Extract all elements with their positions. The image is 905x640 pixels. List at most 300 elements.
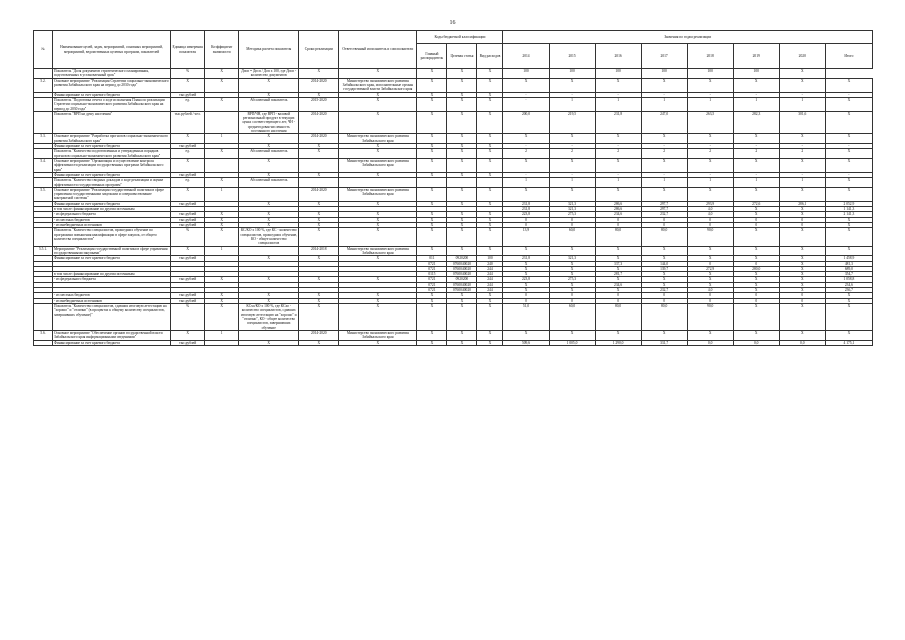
row-term: X bbox=[299, 340, 339, 345]
row-year-value: 1 bbox=[733, 97, 779, 111]
row-coef: 1 bbox=[205, 246, 239, 256]
row-budget-type: 244 bbox=[477, 266, 503, 271]
row-year-value: - bbox=[733, 144, 779, 149]
header-budget-article: Целевая статья bbox=[447, 44, 477, 69]
table-row bbox=[34, 228, 873, 246]
row-name: Финансирование за счет краевого бюджета bbox=[53, 144, 171, 149]
row-coef bbox=[205, 158, 239, 172]
row-budget-article: X bbox=[447, 223, 477, 228]
row-unit: тыс.рублей bbox=[171, 277, 205, 282]
row-year-value: 337,3 bbox=[595, 261, 641, 266]
row-method: ВРП/ЧН, где ВРП - валовой региональный продукт в текущих ценах соответствующего лет, ЧН - среднегодовая численность постоянного населения bbox=[239, 111, 299, 134]
row-responsible: Министерство экономического развития Забайкальского края bbox=[339, 134, 417, 144]
row-year-value: X bbox=[595, 246, 641, 256]
row-year-value: 272,6 bbox=[733, 201, 779, 206]
row-year-value: - bbox=[549, 172, 595, 177]
row-method: X bbox=[239, 217, 299, 222]
row-year-value: 286,6 bbox=[595, 201, 641, 206]
row-year-value: - bbox=[687, 92, 733, 97]
row-year-value: 100 bbox=[641, 69, 687, 79]
row-year-value: 1 bbox=[779, 178, 825, 188]
row-year-value: X bbox=[779, 288, 825, 293]
row-name: - из внебюджетных источников bbox=[53, 298, 171, 303]
table-row bbox=[34, 111, 873, 134]
row-total: 4 175,1 bbox=[825, 340, 872, 345]
row-year-value: X bbox=[641, 158, 687, 172]
row-budget-chapter: X bbox=[417, 212, 447, 217]
table-row bbox=[34, 78, 873, 92]
row-budget-article: X bbox=[447, 111, 477, 134]
row-year-value: X bbox=[779, 134, 825, 144]
row-year-value: X bbox=[503, 272, 549, 277]
header-year: 2018 bbox=[687, 44, 733, 69]
row-method bbox=[239, 187, 299, 201]
row-coef: X bbox=[205, 223, 239, 228]
row-budget-type: X bbox=[477, 97, 503, 111]
row-term: X bbox=[299, 92, 339, 97]
row-year-value: X bbox=[641, 282, 687, 287]
row-year-value: X bbox=[779, 272, 825, 277]
row-name: Показатель "ВРП на душу населения" bbox=[53, 111, 171, 134]
row-year-value: - bbox=[641, 172, 687, 177]
header-budget-group: Коды бюджетной классификации bbox=[417, 31, 503, 44]
row-year-value: X bbox=[687, 134, 733, 144]
row-year-value: X bbox=[595, 158, 641, 172]
row-year-value: 0 bbox=[733, 293, 779, 298]
row-total: 1 058,8 bbox=[825, 277, 872, 282]
row-budget-type: 244 bbox=[477, 282, 503, 287]
row-term: 2015-2020 bbox=[299, 97, 339, 111]
row-budget-chapter: X bbox=[417, 228, 447, 246]
row-number bbox=[34, 340, 53, 345]
row-year-value: X bbox=[549, 134, 595, 144]
row-coef: X bbox=[205, 212, 239, 217]
row-unit: тыс.рублей bbox=[171, 223, 205, 228]
row-year-value: 0 bbox=[641, 293, 687, 298]
row-budget-article: X bbox=[447, 69, 477, 79]
row-year-value: 200,0 bbox=[503, 111, 549, 134]
row-total: - bbox=[825, 144, 872, 149]
row-year-value: 0 bbox=[549, 223, 595, 228]
program-table bbox=[33, 30, 873, 346]
row-unit: % bbox=[171, 228, 205, 246]
row-year-value: X bbox=[733, 304, 779, 331]
row-coef: 1 bbox=[205, 187, 239, 201]
header-coef: Коэффициент значимости bbox=[205, 31, 239, 69]
row-year-value: X bbox=[641, 78, 687, 92]
row-year-value: 0 bbox=[503, 298, 549, 303]
header-year: 2016 bbox=[595, 44, 641, 69]
row-budget-chapter: 0721 bbox=[417, 282, 447, 287]
row-budget-article: X bbox=[447, 304, 477, 331]
row-method: Абсолютный показатель bbox=[239, 178, 299, 188]
row-coef: X bbox=[205, 293, 239, 298]
table-row bbox=[34, 69, 873, 79]
row-year-value: X bbox=[641, 272, 687, 277]
row-year-value: X bbox=[641, 256, 687, 261]
row-year-value: 1 bbox=[549, 97, 595, 111]
row-year-value: X bbox=[733, 78, 779, 92]
row-budget-chapter: X bbox=[417, 340, 447, 345]
row-budget-chapter: X bbox=[417, 172, 447, 177]
row-budget-chapter: X bbox=[417, 158, 447, 172]
row-year-value: X bbox=[503, 330, 549, 340]
row-total: 2 052,9 bbox=[825, 201, 872, 206]
header-unit: Единица измерения показателя bbox=[171, 31, 205, 69]
row-name: Мероприятие "Реализация государственной политики в сфере управления государственными закупками" bbox=[53, 246, 171, 256]
row-budget-type: X bbox=[477, 201, 503, 206]
row-year-value: - bbox=[641, 92, 687, 97]
row-responsible: X bbox=[339, 304, 417, 331]
row-budget-chapter: X bbox=[417, 201, 447, 206]
row-name: Основное мероприятие "Организация и осуществление контроля эффективности реализации государственных программ Забайкальского края" bbox=[53, 158, 171, 172]
row-method: X bbox=[239, 158, 299, 172]
row-total: X bbox=[825, 304, 872, 331]
row-year-value: 0,0 bbox=[779, 340, 825, 345]
row-budget-type: X bbox=[477, 158, 503, 172]
row-responsible: X bbox=[339, 149, 417, 159]
row-method: КСхо/КО x 100 %, где КСхо - количество специалистов, сдавших итоговую аттестацию на "хорошо" и "отлично", КО - общее количество специалистов, завершивших обучение bbox=[239, 304, 299, 331]
table-row bbox=[34, 97, 873, 111]
row-total: 1 141,3 bbox=[825, 207, 872, 212]
row-coef bbox=[205, 340, 239, 345]
row-responsible: X bbox=[339, 293, 417, 298]
row-budget-type: X bbox=[477, 69, 503, 79]
row-year-value: 0 bbox=[549, 217, 595, 222]
row-unit: тыс.рублей bbox=[171, 92, 205, 97]
row-budget-article: 0920200 bbox=[447, 256, 477, 261]
row-year-value: X bbox=[503, 134, 549, 144]
row-budget-chapter: X bbox=[417, 111, 447, 134]
row-name: Основное мероприятие "Реализация государственной политики в сфере управления государственными закупками и совершенствование контрактной системы" bbox=[53, 187, 171, 201]
row-total: - bbox=[825, 92, 872, 97]
row-year-value: 2 bbox=[503, 149, 549, 159]
row-budget-type: 240 bbox=[477, 261, 503, 266]
row-term: X bbox=[299, 172, 339, 177]
row-term: X bbox=[299, 228, 339, 246]
row-unit: X bbox=[171, 134, 205, 144]
row-year-value: X bbox=[641, 330, 687, 340]
row-method: КС/КО x 100 %, где КС - количество специалистов, прошедших обучение, КО - общее количество специалистов bbox=[240, 228, 298, 246]
row-year-value: X bbox=[503, 187, 549, 201]
row-year-value: 0 bbox=[687, 217, 733, 222]
row-budget-type: X bbox=[477, 293, 503, 298]
row-year-value: X bbox=[733, 288, 779, 293]
row-budget-type: X bbox=[477, 217, 503, 222]
row-name: Основное мероприятие "Обеспечение органов государственной власти Забайкальского края информационными сведениями" bbox=[53, 330, 171, 340]
row-total: 354,7 bbox=[825, 272, 872, 277]
row-budget-chapter: X bbox=[417, 149, 447, 159]
row-responsible: X bbox=[339, 69, 417, 79]
row-number: 5.4. bbox=[34, 158, 53, 172]
table-row bbox=[34, 246, 873, 256]
row-method: X bbox=[239, 293, 299, 298]
row-total: X bbox=[825, 330, 872, 340]
row-coef: X bbox=[205, 277, 239, 282]
row-responsible: X bbox=[339, 298, 417, 303]
row-year-value: - bbox=[733, 92, 779, 97]
row-year-value: 1 bbox=[687, 178, 733, 188]
row-budget-chapter: X bbox=[417, 134, 447, 144]
row-method: X bbox=[239, 201, 299, 206]
row-unit: тыс.рублей bbox=[171, 201, 205, 206]
header-method: Методика расчета показателя bbox=[239, 31, 299, 69]
row-year-value: 231,8 bbox=[595, 111, 641, 134]
row-budget-type: X bbox=[477, 92, 503, 97]
row-year-value: X bbox=[595, 288, 641, 293]
row-budget-type: 244 bbox=[477, 277, 503, 282]
row-budget-article: X bbox=[447, 134, 477, 144]
header-year: 2020 bbox=[779, 44, 825, 69]
row-name: Показатель "Доля документов стратегического планирования, подготовленных в установленный срок" bbox=[53, 69, 171, 79]
row-coef: 1 bbox=[205, 330, 239, 340]
row-budget-type: X bbox=[477, 340, 503, 345]
row-budget-type: X bbox=[477, 223, 503, 228]
row-term: X bbox=[299, 277, 339, 282]
row-year-value: - bbox=[733, 172, 779, 177]
row-year-value: 0 bbox=[595, 217, 641, 222]
header-year: 2014 bbox=[503, 44, 549, 69]
row-budget-article: 0920200 bbox=[447, 277, 477, 282]
row-budget-article: X bbox=[447, 92, 477, 97]
row-year-value: X bbox=[549, 282, 595, 287]
row-year-value: X bbox=[733, 282, 779, 287]
row-year-value: - bbox=[779, 92, 825, 97]
row-method: Абсолютный показатель bbox=[239, 149, 299, 159]
row-budget-type: X bbox=[477, 228, 503, 246]
row-budget-article: X bbox=[447, 293, 477, 298]
row-method: X bbox=[239, 134, 299, 144]
row-year-value: 301,6 bbox=[779, 111, 825, 134]
row-term: X bbox=[299, 212, 339, 217]
row-year-value: 0 bbox=[687, 298, 733, 303]
table-row bbox=[34, 304, 873, 331]
row-budget-type: 100 bbox=[477, 256, 503, 261]
row-year-value: 275,3 bbox=[549, 277, 595, 282]
row-budget-type: X bbox=[477, 330, 503, 340]
row-number bbox=[34, 149, 53, 159]
row-method: X bbox=[239, 223, 299, 228]
row-year-value: - bbox=[595, 144, 641, 149]
row-responsible: Министерство экономического развития Забайкальского края bbox=[339, 187, 417, 201]
row-budget-article: X bbox=[447, 217, 477, 222]
row-total: 236,7 bbox=[825, 288, 872, 293]
row-year-value: 90,0 bbox=[687, 304, 733, 331]
row-budget-chapter: 0721 bbox=[417, 288, 447, 293]
row-year-value: 2 bbox=[595, 149, 641, 159]
row-year-value: X bbox=[595, 134, 641, 144]
row-year-value: 100 bbox=[549, 69, 595, 79]
row-budget-type: X bbox=[477, 246, 503, 256]
row-year-value: X bbox=[779, 246, 825, 256]
row-name: Основное мероприятие "Разработка прогнозов социально-экономического развития Забайкальского края" bbox=[53, 134, 171, 144]
row-term: X bbox=[299, 304, 339, 331]
row-term: X bbox=[299, 298, 339, 303]
row-unit: X bbox=[171, 246, 205, 256]
row-year-value: 0 bbox=[503, 293, 549, 298]
row-year-value: X bbox=[687, 256, 733, 261]
row-number: 5.5.1. bbox=[34, 246, 53, 256]
row-year-value: 80,0 bbox=[595, 304, 641, 331]
row-term: X bbox=[299, 293, 339, 298]
row-budget-article: X bbox=[447, 149, 477, 159]
row-year-value: 1 bbox=[549, 178, 595, 188]
row-total: 1 458,9 bbox=[825, 256, 872, 261]
row-method: X bbox=[239, 212, 299, 217]
row-year-value: 280,0 bbox=[733, 266, 779, 271]
row-year-value: 0 bbox=[595, 298, 641, 303]
row-budget-type: 244 bbox=[477, 288, 503, 293]
row-number: 5.5. bbox=[34, 187, 53, 201]
row-year-value: X bbox=[687, 187, 733, 201]
row-year-value: 1 bbox=[641, 97, 687, 111]
row-method: X bbox=[239, 256, 299, 261]
row-year-value: X bbox=[733, 212, 779, 217]
row-method: X bbox=[239, 277, 299, 282]
row-responsible bbox=[339, 178, 417, 188]
row-responsible: X bbox=[339, 217, 417, 222]
row-year-value: 90,0 bbox=[687, 228, 733, 246]
row-year-value: X bbox=[549, 187, 595, 201]
row-number: 5.6. bbox=[34, 330, 53, 340]
row-year-value: 51,0 bbox=[503, 304, 549, 331]
row-year-value: X bbox=[549, 330, 595, 340]
row-year-value: 321,3 bbox=[549, 201, 595, 206]
row-year-value: 0 bbox=[733, 217, 779, 222]
row-budget-chapter: X bbox=[417, 223, 447, 228]
table-row bbox=[34, 187, 873, 201]
row-coef: X bbox=[205, 304, 239, 331]
table-row bbox=[34, 340, 873, 345]
row-unit: тыс.рублей bbox=[171, 144, 205, 149]
row-unit: тыс.рублей bbox=[171, 293, 205, 298]
row-budget-article: 0760040020 bbox=[447, 282, 477, 287]
row-method: Дпсп = Дпсп / Доп x 100, где Дпсп - количество документов bbox=[239, 69, 299, 79]
row-year-value: 60,0 bbox=[549, 228, 595, 246]
row-year-value: 80,0 bbox=[641, 228, 687, 246]
row-responsible: X bbox=[339, 111, 417, 134]
row-method: X bbox=[239, 92, 299, 97]
row-year-value: X bbox=[779, 158, 825, 172]
row-year-value: - bbox=[549, 92, 595, 97]
row-year-value: 0 bbox=[687, 223, 733, 228]
row-name: - из внебюджетных источников bbox=[53, 223, 171, 228]
row-year-value: X bbox=[503, 78, 549, 92]
row-name: - из местных бюджетов bbox=[53, 293, 171, 298]
row-year-value: X bbox=[595, 256, 641, 261]
row-year-value: 0 bbox=[779, 293, 825, 298]
row-total: X bbox=[825, 228, 872, 246]
row-unit: ед. bbox=[171, 178, 205, 188]
row-year-value: 1 bbox=[641, 178, 687, 188]
row-responsible: Министерство экономического развития Забайкальского края, исполнительные органы государственной власти Забайкальского края bbox=[339, 78, 417, 92]
row-year-value: X bbox=[733, 330, 779, 340]
row-year-value: X bbox=[733, 228, 779, 246]
row-budget-type: X bbox=[477, 172, 503, 177]
row-year-value: 1 bbox=[503, 178, 549, 188]
row-unit: ед. bbox=[171, 149, 205, 159]
row-year-value: 231,8 bbox=[503, 201, 549, 206]
row-number bbox=[34, 111, 53, 134]
row-year-value: 247,0 bbox=[641, 111, 687, 134]
row-year-value: X bbox=[549, 246, 595, 256]
row-total: X bbox=[825, 293, 872, 298]
row-year-value: 2 bbox=[549, 149, 595, 159]
row-method: X bbox=[239, 172, 299, 177]
row-unit: % bbox=[171, 304, 205, 331]
row-term bbox=[299, 178, 339, 188]
row-year-value: X bbox=[779, 212, 825, 217]
row-unit: тыс.рублей bbox=[171, 217, 205, 222]
row-number bbox=[34, 228, 53, 246]
row-year-value: X bbox=[733, 277, 779, 282]
row-year-value: X bbox=[549, 272, 595, 277]
row-year-value: X bbox=[779, 69, 825, 79]
row-year-value: - bbox=[503, 97, 549, 111]
row-name: в том числе: финансирование по другим источникам bbox=[53, 272, 171, 277]
row-year-value: 232,7 bbox=[641, 288, 687, 293]
row-year-value: 0,0 bbox=[687, 340, 733, 345]
row-year-value: X bbox=[779, 228, 825, 246]
row-year-value: 231,8 bbox=[503, 207, 549, 212]
row-year-value: 13,9 bbox=[503, 228, 549, 246]
row-year-value: 275,3 bbox=[549, 212, 595, 217]
row-year-value: 286,1 bbox=[779, 201, 825, 206]
row-year-value: - bbox=[779, 172, 825, 177]
row-method bbox=[239, 246, 299, 256]
row-unit: X bbox=[171, 78, 205, 92]
header-no: № bbox=[34, 31, 53, 69]
row-year-value: 0 bbox=[549, 298, 595, 303]
row-method: X bbox=[239, 144, 299, 149]
row-budget-article: 0760040020 bbox=[447, 272, 477, 277]
row-unit: тыс.рублей bbox=[171, 340, 205, 345]
row-year-value: 1 bbox=[595, 178, 641, 188]
row-year-value: X bbox=[687, 78, 733, 92]
row-year-value: 144,0 bbox=[641, 261, 687, 266]
row-year-value: - bbox=[549, 144, 595, 149]
row-year-value: X bbox=[779, 330, 825, 340]
row-year-value: 297,7 bbox=[641, 207, 687, 212]
header-total: Итого bbox=[825, 44, 872, 69]
row-budget-article: X bbox=[447, 298, 477, 303]
row-budget-chapter: X bbox=[417, 246, 447, 256]
row-year-value: 100 bbox=[687, 69, 733, 79]
row-budget-article: 0760040020 bbox=[447, 261, 477, 266]
header-year: 2017 bbox=[641, 44, 687, 69]
row-year-value: X bbox=[595, 266, 641, 271]
row-budget-article: X bbox=[447, 158, 477, 172]
row-coef: X bbox=[205, 298, 239, 303]
row-total: X bbox=[825, 217, 872, 222]
row-year-value: X bbox=[687, 277, 733, 282]
row-budget-chapter: X bbox=[417, 69, 447, 79]
row-total: 2 141,3 bbox=[825, 212, 872, 217]
row-year-value: X bbox=[549, 158, 595, 172]
row-year-value: 0 bbox=[733, 261, 779, 266]
row-budget-type: X bbox=[477, 134, 503, 144]
row-budget-chapter: X bbox=[417, 217, 447, 222]
row-year-value: 321,3 bbox=[549, 207, 595, 212]
row-year-value: X bbox=[687, 246, 733, 256]
row-total: 689,0 bbox=[825, 266, 872, 271]
row-coef: X bbox=[205, 228, 239, 246]
row-budget-chapter: X bbox=[417, 330, 447, 340]
row-budget-type bbox=[477, 178, 503, 188]
row-year-value: X bbox=[549, 261, 595, 266]
row-responsible: X bbox=[339, 144, 417, 149]
row-responsible: X bbox=[339, 92, 417, 97]
